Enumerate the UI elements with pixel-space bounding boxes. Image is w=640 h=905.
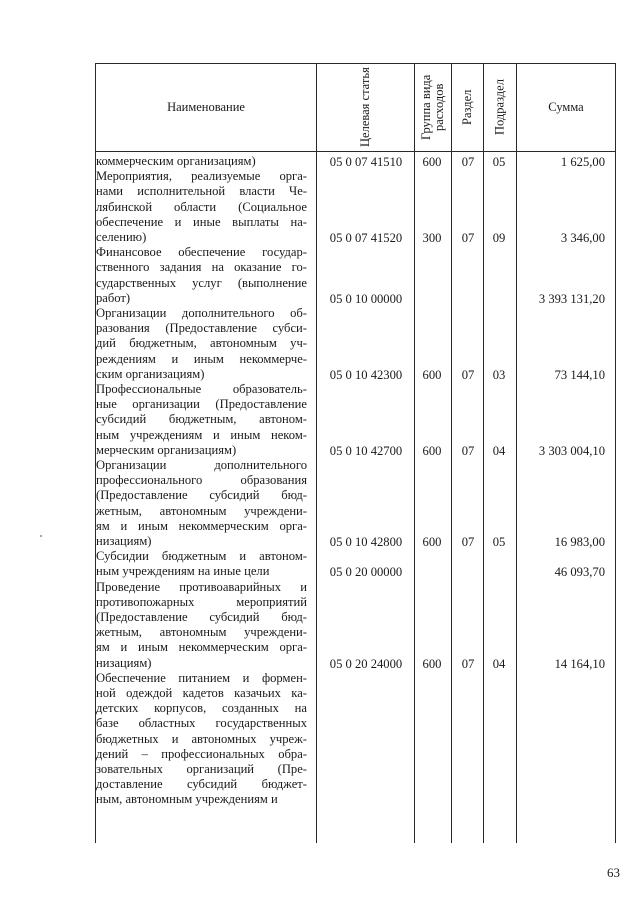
table-row-name [96, 382, 307, 458]
name-line: Субсидии бюджетным и автоном- [96, 549, 307, 564]
name-line: ям и иным некоммерческим орга- [96, 518, 307, 533]
name-line: Организации дополнительного об- [96, 306, 307, 320]
table-row-name [96, 245, 307, 306]
table-row-name [96, 306, 307, 382]
name-line: нами исполнительной власти Че- [96, 184, 307, 199]
name-line: субсидий бюджетным, автоном- [96, 412, 307, 427]
cell-amount: 46 093,70 [554, 565, 605, 580]
cell-expense-group: 600 [422, 535, 442, 549]
name-line: профессионального образования [96, 473, 307, 488]
name-line: реждениям и иным некоммерче- [96, 351, 307, 366]
cell-subsection: 09 [492, 231, 506, 245]
name-line: ной одеждой кадетов казачьих ка- [96, 686, 307, 700]
name-line: дений – профессиональных обра- [96, 746, 307, 761]
scan-speck [40, 535, 42, 537]
name-line: низациям) [96, 655, 152, 670]
cell-amount: 3 346,00 [560, 231, 605, 245]
cell-target-article: 05 0 10 42800 [329, 535, 403, 549]
table-right-border [615, 63, 616, 843]
name-line: жетным, автономным учреждени- [96, 503, 307, 518]
header-subsection: Подраздел [492, 79, 507, 136]
table-row-name [96, 549, 307, 579]
header-amount: Сумма [548, 100, 584, 114]
cell-target-article: 05 0 10 00000 [329, 291, 403, 306]
table-row-name [96, 671, 307, 808]
name-line: Финансовое обеспечение государ- [96, 245, 307, 260]
cell-target-article: 05 0 10 42700 [329, 443, 403, 458]
name-line: дий бюджетным, автономным уч- [96, 336, 307, 351]
name-line: противопожарных мероприятий [96, 594, 307, 609]
cell-section: 07 [461, 535, 475, 549]
cell-section: 07 [461, 155, 475, 169]
table-row-name [96, 580, 307, 671]
page-number: 63 [607, 865, 620, 880]
name-line: селению) [96, 230, 147, 244]
cell-expense-group: 300 [422, 231, 442, 245]
cell-target-article: 05 0 20 00000 [329, 565, 403, 580]
cell-amount: 3 393 131,20 [538, 291, 605, 306]
cell-amount: 3 303 004,10 [538, 443, 605, 458]
col-divider-code [414, 63, 415, 843]
header-target-article: Целевая статья [358, 67, 372, 148]
name-line: обеспечение и иные выплаты на- [96, 214, 307, 229]
cell-amount: 73 144,10 [554, 367, 605, 382]
header-name: Наименование [167, 100, 245, 114]
table-row-name [96, 169, 307, 245]
cell-target-article: 05 0 20 24000 [329, 656, 403, 671]
name-line: (Предоставление субсидий бюд- [96, 488, 307, 503]
cell-target-article: 05 0 07 41520 [329, 231, 403, 245]
cell-section: 07 [461, 231, 475, 245]
header-section: Раздел [460, 89, 474, 126]
name-line: ные организации (Предоставление [96, 397, 307, 412]
header-expense-group: Группа вида расходов [419, 74, 446, 141]
col-divider-group [451, 63, 452, 843]
name-line: Проведение противоаварийных и [96, 579, 307, 594]
cell-subsection: 04 [492, 443, 506, 458]
name-line: ным учреждениям на иные цели [96, 564, 270, 579]
name-line: зовательных организаций (Пре- [96, 762, 307, 777]
col-divider-section [483, 63, 484, 843]
name-line: детских корпусов, созданных на [96, 701, 307, 716]
name-line: бюджетных и автономных учреж- [96, 731, 307, 746]
name-line: коммерческим организациям) [96, 154, 256, 168]
cell-section: 07 [461, 443, 475, 458]
name-line: лябинской области (Социальное [96, 199, 307, 214]
name-line: Обеспечение питанием и формен- [96, 670, 307, 685]
name-line: мерческим организациям) [96, 442, 237, 457]
col-divider-subsection [516, 63, 517, 843]
cell-section: 07 [461, 656, 475, 671]
name-line: Мероприятия, реализуемые орга- [96, 169, 307, 184]
name-line: (Предоставление субсидий бюд- [96, 610, 307, 624]
cell-amount: 16 983,00 [554, 535, 605, 549]
name-line: Профессиональные образователь- [96, 382, 307, 396]
cell-subsection: 05 [492, 155, 506, 169]
name-line: ным учреждениям и иным неком- [96, 427, 307, 442]
name-line: ским организациям) [96, 366, 205, 381]
col-divider-name [316, 63, 317, 843]
name-line: жетным, автономным учреждени- [96, 625, 307, 640]
cell-subsection: 05 [492, 535, 506, 549]
name-line: ным, автономным учреждениям и [96, 792, 278, 807]
name-line: работ) [96, 290, 131, 305]
cell-expense-group: 600 [422, 656, 442, 671]
name-line: разования (Предоставление субси- [96, 321, 307, 336]
cell-amount: 1 625,00 [560, 155, 605, 169]
name-line: ственного задания на оказание го- [96, 260, 307, 275]
cell-amount: 14 164,10 [554, 656, 605, 671]
name-line: низациям) [96, 534, 152, 549]
table-row-name [96, 154, 307, 169]
cell-target-article: 05 0 07 41510 [329, 155, 403, 169]
cell-subsection: 03 [492, 367, 506, 382]
cell-section: 07 [461, 367, 475, 382]
name-line: Организации дополнительного [96, 458, 307, 472]
cell-expense-group: 600 [422, 367, 442, 382]
cell-expense-group: 600 [422, 155, 442, 169]
cell-target-article: 05 0 10 42300 [329, 367, 403, 382]
name-line: сударственных услуг (выполнение [96, 275, 307, 290]
header-bottom-border [95, 151, 615, 152]
name-line: доставление субсидий бюджет- [96, 777, 307, 792]
name-line: ям и иным некоммерческим орга- [96, 640, 307, 655]
cell-subsection: 04 [492, 656, 506, 671]
cell-expense-group: 600 [422, 443, 442, 458]
table-row-name [96, 458, 307, 549]
name-line: базе областных государственных [96, 716, 307, 731]
